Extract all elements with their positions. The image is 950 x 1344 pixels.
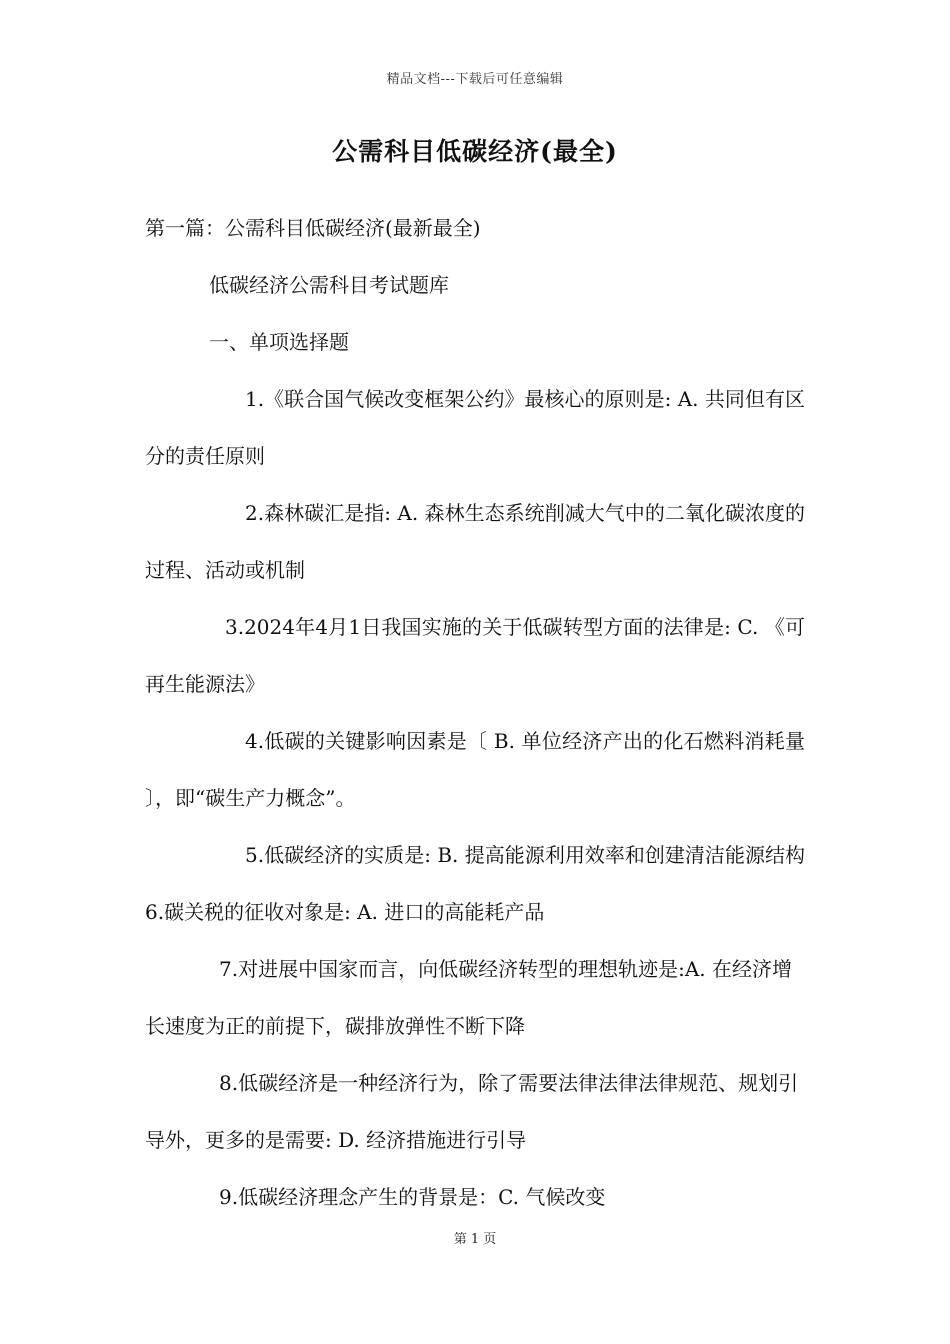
page-number: 第 1 页	[453, 1232, 497, 1247]
document-title: 公需科目低碳经济(最全)	[332, 137, 618, 166]
question-8: 8.低碳经济是一种经济行为，除了需要法律法律法律规范、规划引导外，更多的是需要: D. 经济措施进行引导	[145, 1071, 799, 1152]
question-1: 1.《联合国气候改变框架公约》最核心的原则是: A. 共同但有区分的责任原则	[145, 387, 805, 468]
document-body	[145, 200, 845, 1226]
question-9: 9.低碳经济理念产生的背景是：C. 气候改变	[219, 1185, 606, 1209]
subtitle: 低碳经济公需科目考试题库	[209, 273, 449, 297]
question-5-6: 5.低碳经济的实质是: B. 提高能源利用效率和创建清洁能源结构 6.碳关税的征收对象是: A. 进口的高能耗产品	[145, 843, 845, 924]
part-heading: 一、单项选择题	[209, 330, 349, 354]
question-2: 2.森林碳汇是指: A. 森林生态系统削减大气中的二氧化碳浓度的过程、活动或机制	[145, 501, 805, 582]
question-3: 3.2024年4月1日我国实施的关于低碳转型方面的法律是: C. 《可再生能源法》	[145, 615, 805, 696]
section-heading: 第一篇：公需科目低碳经济(最新最全)	[145, 216, 481, 240]
question-7: 7.对进展中国家而言，向低碳经济转型的理想轨迹是:A. 在经济增长速度为正的前提下，碳排放弹性不断下降	[145, 957, 792, 1038]
document-header: 精品文档---下载后可任意编辑	[386, 72, 564, 87]
question-4: 4.低碳的关键影响因素是〔 B. 单位经济产出的化石燃料消耗量 〕，即“碳生产力概念”。	[145, 729, 805, 810]
